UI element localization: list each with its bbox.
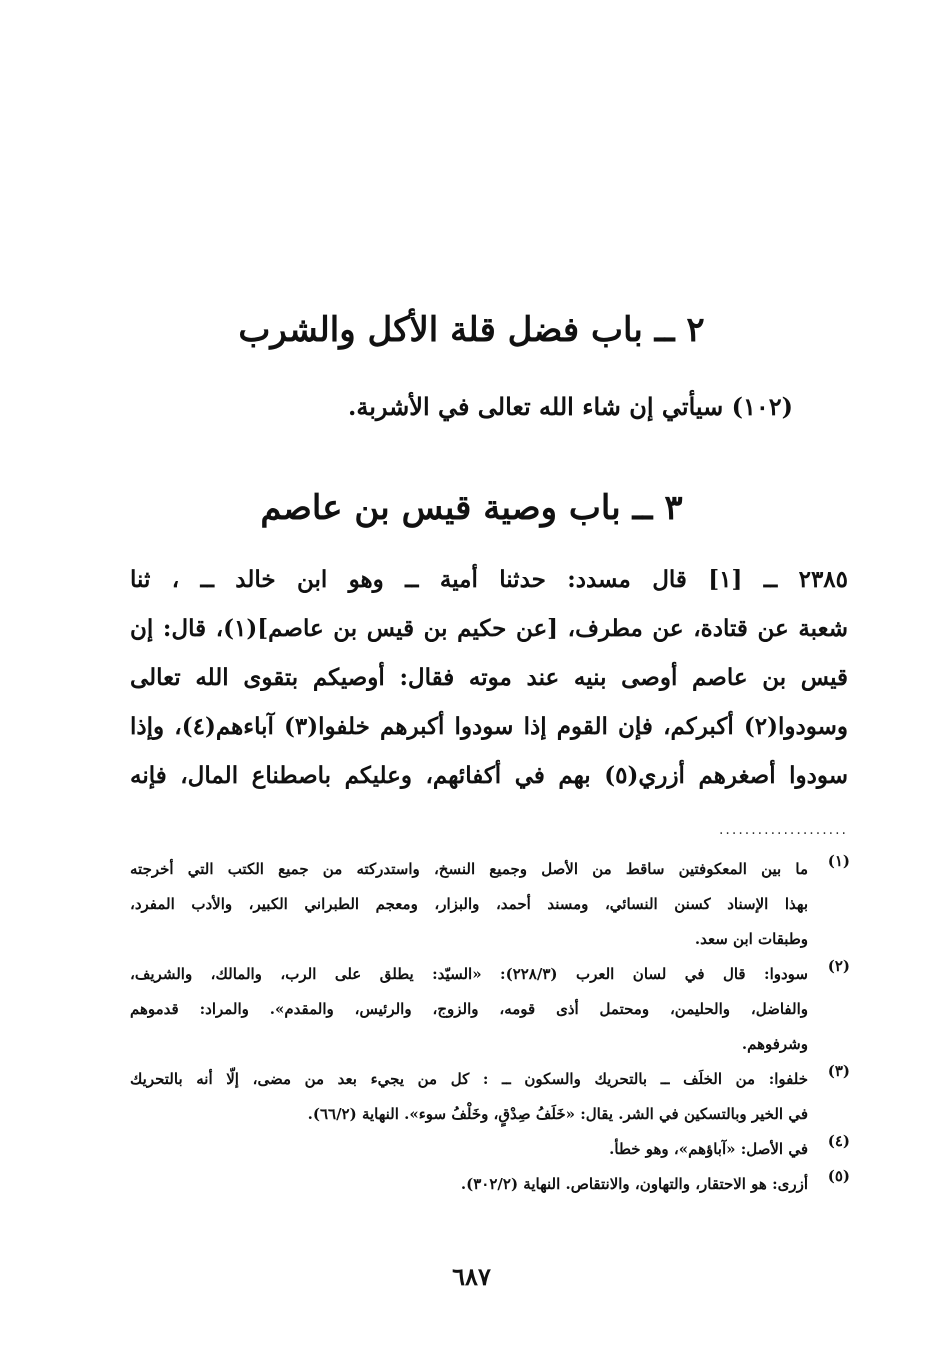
footnote-number: (٥) [827, 1167, 850, 1185]
footnotes [130, 852, 850, 1202]
page-number: ٦٨٧ [452, 1262, 491, 1291]
footnote-line: ما بين المعكوفتين ساقط من الأصل وجميع النسخ، واستدركته من جميع الكتب التي أخرجته [130, 860, 808, 878]
hadith-line: شعبة عن قتادة، عن مطرف، [عن حكيم بن قيس بن عاصم](١)، قال: إن [130, 615, 848, 642]
footnote-number: (١) [827, 852, 850, 870]
hadith-line: سودوا أصغرهم أزري(٥) بهم في أكفائهم، وعليكم باصطناع المال، فإنه [130, 762, 848, 789]
chapter-heading-2: ٢ ــ باب فضل قلة الأكل والشرب [238, 310, 705, 350]
footnote-line: والفاضل، والحليمن، ومحتمل أذى قومه، والزوج، والرئيس، والمقدم». والمراد: قدموهم [130, 1000, 808, 1018]
footnote [130, 852, 850, 957]
footnote-line: بهذا الإسناد كسنن النسائي، ومسند أحمد، والبزار، ومعجم الطبراني الكبير، والأدب المفرد، [130, 895, 808, 913]
footnote-line: وشرفوهم. [741, 1035, 808, 1053]
footnote-number: (٤) [827, 1132, 850, 1150]
footnote-separator: .................... [718, 822, 848, 836]
footnote-line: سودوا: قال في لسان العرب (٢٢٨/٣): «السيّد: يطلق على الرب، والمالك، والشريف، [130, 965, 809, 983]
hadith-text [130, 555, 848, 800]
footnote-line: في الخير وبالتسكين في الشر. يقال: «خَلَفُ صِدْقٍ، وخَلْفُ سوء». النهاية (٦٦/٢). [307, 1105, 808, 1123]
footnote-number: (٣) [827, 1062, 850, 1080]
footnote [130, 1167, 850, 1202]
footnote-line: أزرى: هو الاحتقار، والتهاون، والانتقاص. النهاية (٣٠٢/٢). [460, 1175, 808, 1193]
footnote [130, 1062, 850, 1132]
hadith-line: ٢٣٨٥ ــ [١] قال مسدد: حدثنا أمية ــ وهو ابن خالد ــ ، ثنا [130, 566, 849, 593]
chapter-heading-3: ٣ ــ باب وصية قيس بن عاصم [260, 488, 683, 528]
hadith-line: وسودوا(٢) أكبركم، فإن القوم إذا سودوا أكبرهم خلفوا(٣) آباءهم(٤)، وإذا [130, 713, 848, 740]
hadith-line: قيس بن عاصم أوصى بنيه عند موته فقال: أوصيكم بتقوى الله تعالى [130, 664, 848, 691]
footnote-number: (٢) [827, 957, 850, 975]
footnote [130, 1132, 850, 1167]
footnote-line: خلفوا: من الخلَف ــ بالتحريك والسكون ــ : كل من يجيء بعد من مضى، إلّا أنه بالتحريك [130, 1070, 808, 1088]
footnote-line: في الأصل: «آباؤهم»، وهو خطأ. [609, 1140, 808, 1158]
footnote [130, 957, 850, 1062]
footnote-line: وطبقات ابن سعد. [694, 930, 808, 948]
cross-reference-note: (١٠٢) سيأتي إن شاء الله تعالى في الأشربة. [348, 392, 793, 421]
